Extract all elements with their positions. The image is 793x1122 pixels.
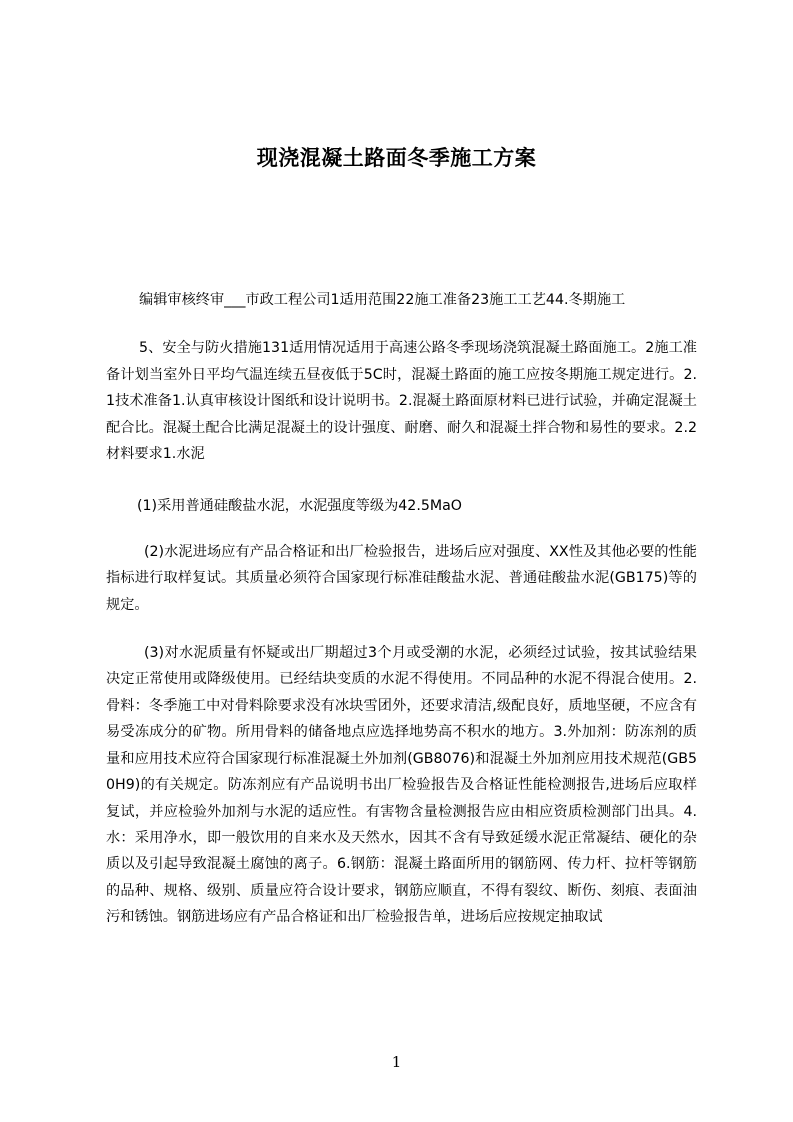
paragraph-cement-2: (2)水泥进场应有产品合格证和出厂检验报告，进场后应对强度、XX性及其他必要的性能指标进行取样复试。其质量必须符合国家现行标准硅酸盐水泥、普通硅酸盐水泥(GB175)等的规定。 <box>106 543 697 613</box>
page-number: 1 <box>391 1053 402 1071</box>
paragraph-scope-preparation: 5、安全与防火措施131适用情况适用于高速公路冬季现场浇筑混凝土路面施工。2施工准备计划当室外日平均气温连续五昼夜低于5C时，混凝土路面的施工应按冬期施工规定进行。2.1技术准备1.认真审核设计图纸和设计说明书。2.混凝土路面原材料已进行试验，并确定混凝土配合比。混凝土配合比满足混凝土的设计强度、耐磨、耐久和混凝土拌合物和易性的要求。2.2材料要求1.水泥 <box>106 340 697 463</box>
document-title: 现浇混凝土路面冬季施工方案 <box>256 146 537 170</box>
paragraph-editor-line: 编辑审核终审___市政工程公司1适用范围22施工准备23施工工艺44.冬期施工 <box>139 292 626 308</box>
document-body <box>106 287 697 931</box>
paragraph-cement-1: (1)采用普通硅酸盐水泥，水泥强度等级为42.5MaO <box>137 498 462 515</box>
paragraph-cement-3: (3)对水泥质量有怀疑或出厂期超过3个月或受潮的水泥，必须经过试验，按其试验结果决定正常使用或降级使用。已经结块变质的水泥不得使用。不同品种的水泥不得混合使用。2.骨料：冬季施工中对骨料除要求没有冰块雪团外，还要求清洁,级配良好，质地坚硬，不应含有易受冻成分的矿物。所用骨料的储备地点应选择地势高不积水的地方。3.外加剂：防冻剂的质量和应用技术应符合国家现行标准混凝土外加剂(GB8076)和混凝土外加剂应用技术规范(GB50H9)的有关规定。防冻剂应有产品说明书出厂检验报告及合格证性能检测报告,进场后应取样复试，并应检验外加剂与水泥的适应性。有害物含量检测报告应由相应资质检测部门出具。4.水：采用净水，即一般饮用的自来水及天然水，因其不含有导致延缓水泥正常凝结、硬化的杂质以及引起导致混凝土腐蚀的离子。6.钢筋：混凝土路面所用的钢筋网、传力杆、拉杆等钢筋的品种、规格、级别、质量应符合设计要求，钢筋应顺直，不得有裂纹、断伤、刻痕、表面油污和锈蚀。钢筋进场应有产品合格证和出厂检验报告单，进场后应按规定抽取试 <box>106 645 697 926</box>
